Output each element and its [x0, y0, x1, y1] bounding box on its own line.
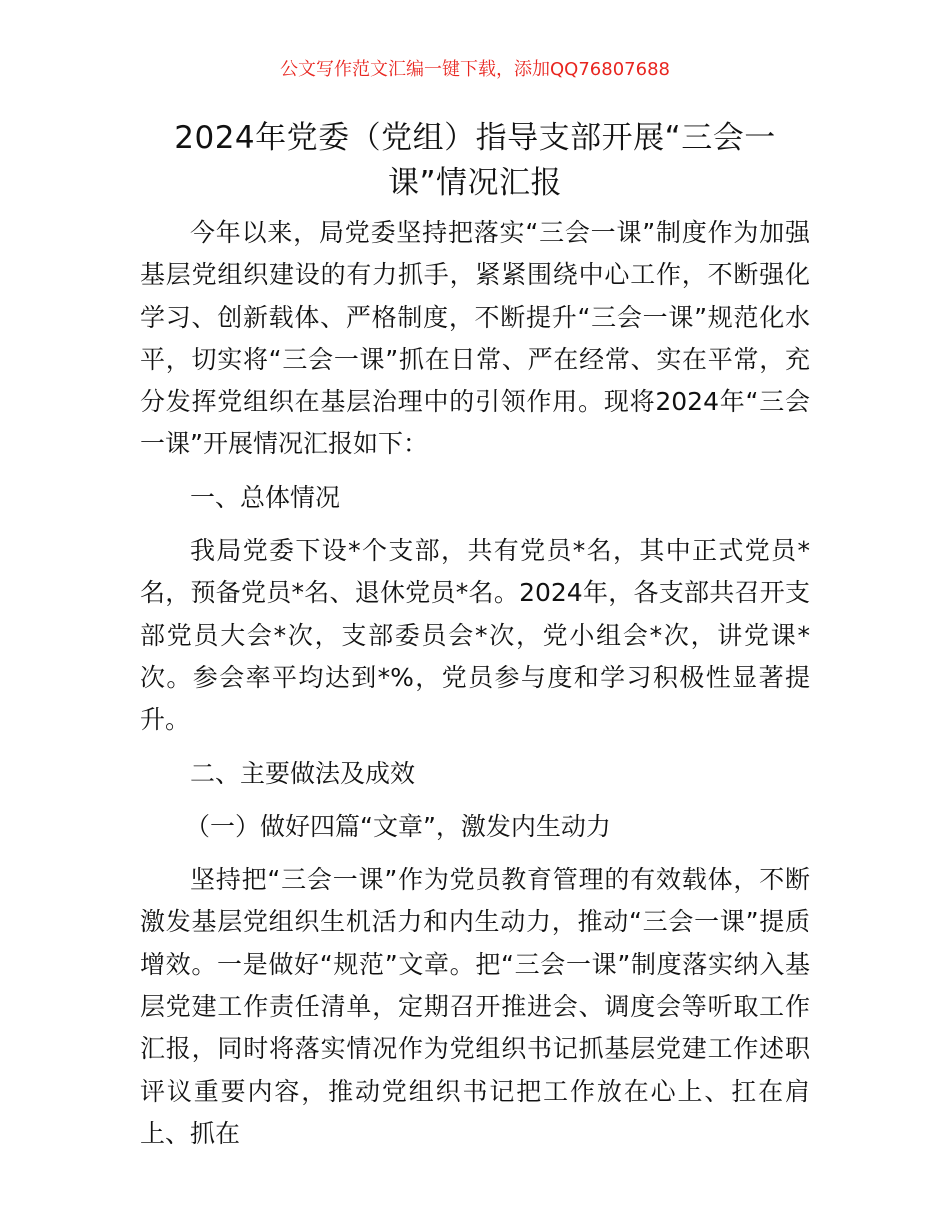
section-1-heading: 一、总体情况 — [190, 482, 341, 512]
section-2-heading: 二、主要做法及成效 — [190, 758, 416, 788]
document-body — [140, 212, 810, 1155]
document-title: 2024年党委（党组）指导支部开展“三会一课”情况汇报 — [174, 120, 776, 201]
intro-paragraph: 今年以来，局党委坚持把落实“三会一课”制度作为加强基层党组织建设的有力抓手，紧紧围绕中心工作，不断强化学习、创新载体、严格制度，不断提升“三会一课”规范化水平，切实将“三会一课”抓在日常、严在经常、实在平常，充分发挥党组织在基层治理中的引领作用。现将2024年“三会一课”开展情况汇报如下： — [140, 218, 810, 459]
section-1-paragraph: 我局党委下设*个支部，共有党员*名，其中正式党员*名，预备党员*名、退休党员*名。2024年，各支部共召开支部党员大会*次，支部委员会*次，党小组会*次，讲党课*次。参会率平均达到*%，党员参与度和学习积极性显著提升。 — [140, 536, 810, 735]
subsection-1-paragraph: 坚持把“三会一课”作为党员教育管理的有效载体，不断激发基层党组织生机活力和内生动力，推动“三会一课”提质增效。一是做好“规范”文章。把“三会一课”制度落实纳入基层党建工作责任清单，定期召开推进会、调度会等听取工作汇报，同时将落实情况作为党组织书记抓基层党建工作述职评议重要内容，推动党组织书记把工作放在心上、扛在肩上、抓在 — [140, 865, 810, 1148]
subsection-1-heading: （一）做好四篇“文章”，激发内生动力 — [185, 811, 611, 841]
download-banner: 公文写作范文汇编一键下载，添加QQ76807688 — [280, 59, 670, 80]
